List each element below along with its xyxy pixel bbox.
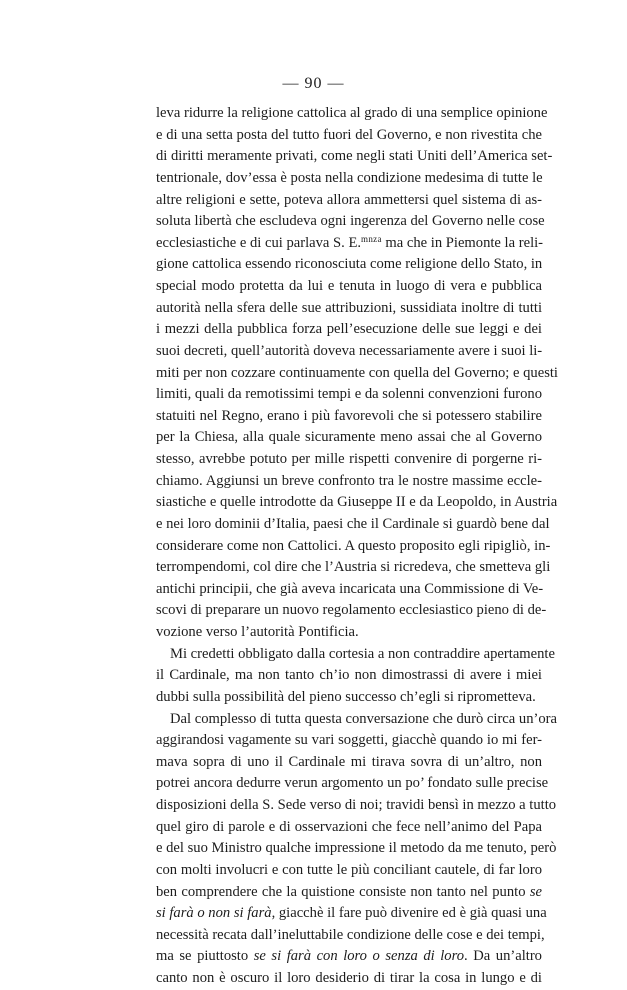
text-line	[156, 406, 542, 428]
text-segment: per la Chiesa, alla quale sicuramente meno assai che al Governo	[156, 429, 542, 446]
text-segment: i mezzi della pubblica forza pell’esecuzione delle sue leggi e dei	[156, 321, 542, 338]
text-segment: e di una setta posta del tutto fuori del Governo, e non rivestita che	[156, 126, 542, 143]
text-segment: chiamo. Aggiunsi un breve confronto tra le nostre massime eccle-	[156, 472, 542, 489]
text-line	[156, 557, 551, 579]
text-line	[156, 536, 551, 558]
italic-text: se si farà con loro o senza di loro	[253, 948, 465, 965]
superscript-abbreviation: mnza	[361, 233, 382, 244]
text-line	[156, 492, 558, 514]
text-segment: necessità recata dall’ineluttabile condizione delle cose e dei tempi,	[156, 926, 545, 943]
text-segment: mava sopra di uno il Cardinale mi tirava sovra di un’altro, non	[156, 753, 542, 770]
italic-text: se	[529, 883, 542, 900]
text-segment: con molti involucri e con tutte le più conciliant cautele, di far loro	[156, 861, 542, 878]
text-line	[156, 276, 542, 298]
text-line	[156, 903, 547, 925]
text-line	[156, 946, 542, 968]
italic-text: si farà o non si farà	[156, 905, 272, 922]
text-segment: considerare come non Cattolici. A questo proposito egli ripigliò, in-	[156, 537, 551, 554]
text-line	[156, 579, 542, 601]
text-segment: aggirandosi vagamente su vari soggetti, giacchè quando io mi fer-	[156, 732, 542, 749]
text-line	[156, 925, 545, 947]
text-line	[156, 730, 542, 752]
text-segment: limiti, quali da remotissimi tempi e da solenni convenzioni furono	[156, 386, 542, 403]
text-line	[156, 341, 542, 363]
text-segment: terrompendomi, col dire che l’Austria si ricredeva, che smetteva gli	[156, 559, 551, 576]
text-segment: ma se piuttosto	[156, 948, 254, 965]
text-segment: potrei ancora dedurre verun argomento un po’ fondato sulle precise	[156, 775, 549, 792]
text-line	[156, 254, 542, 276]
text-line	[156, 752, 542, 774]
text-line	[156, 190, 542, 212]
text-line	[156, 103, 548, 125]
text-segment: leva ridurre la religione cattolica al grado di una semplice opinione	[156, 105, 548, 121]
text-segment: Mi credetti obbligato dalla cortesia a non contraddire apertamente	[170, 645, 555, 662]
text-segment: Dal complesso di tutta questa conversazione che durò circa un’ora	[170, 710, 557, 727]
text-segment: quel giro di parole e di osservazioni che fece nell’animo del Papa	[156, 818, 542, 835]
text-line	[156, 427, 542, 449]
text-segment: , giacchè il fare può divenire ed è già quasi una	[271, 905, 547, 922]
text-line	[156, 319, 542, 341]
text-segment: siastiche e quelle introdotte da Giuseppe II e da Leopoldo, in Austria	[156, 494, 558, 511]
text-segment: vozione verso l’autorità Pontificia.	[156, 624, 359, 640]
text-segment: ecclesiastiche e di cui parlava S. E.	[156, 234, 362, 251]
text-segment: stesso, avrebbe potuto per mille rispetti convenire di porgerne ri-	[156, 451, 542, 467]
text-segment: ma che in Piemonte la reli-	[381, 234, 544, 251]
text-line	[156, 687, 542, 709]
text-line	[156, 773, 549, 795]
text-segment: miti per non cozzare continuamente con quella del Governo; e questi	[156, 364, 558, 381]
text-segment: altre religioni e sette, poteva allora ammettersi quel sistema di as-	[156, 191, 542, 208]
text-line	[156, 298, 542, 320]
text-line	[156, 838, 557, 860]
text-segment: di diritti meramente privati, come negli stati Uniti dell’America set-	[156, 148, 553, 165]
text-line	[156, 449, 542, 471]
text-segment: . Da un’altro	[464, 948, 542, 965]
text-line	[156, 384, 542, 406]
text-line	[156, 622, 542, 644]
text-segment: dubbi sulla possibilità del pieno successo ch’egli si riprometteva.	[156, 688, 536, 705]
text-line	[156, 168, 542, 190]
text-line	[156, 817, 542, 839]
text-line	[156, 968, 542, 990]
text-line	[156, 211, 545, 233]
text-line	[156, 125, 542, 147]
text-line	[156, 600, 547, 622]
text-segment: ben comprendere che la quistione consiste non tanto nel punto	[156, 883, 530, 900]
text-segment: suoi decreti, quell’autorità doveva necessariamente avere i suoi li-	[156, 342, 543, 359]
text-line	[156, 146, 553, 168]
text-line	[156, 514, 550, 536]
text-segment: special modo protetta da lui e tenuta in luogo di vera e pubblica	[156, 278, 542, 294]
text-segment: il Cardinale, ma non tanto ch’io non dimostrassi di avere i miei	[156, 667, 542, 684]
page-number: — 90 —	[282, 75, 345, 92]
text-line	[156, 644, 555, 666]
text-line	[156, 363, 558, 385]
text-line	[156, 665, 542, 687]
text-segment: tentrionale, dov’essa è posta nella condizione medesima di tutte le	[156, 169, 543, 186]
text-segment: statuiti nel Regno, erano i più favorevoli che si potessero stabilire	[156, 407, 542, 424]
text-segment: antichi principii, che già aveva incaricata una Commissione di Ve-	[156, 580, 544, 597]
text-line	[156, 860, 542, 882]
text-line	[156, 471, 542, 493]
text-line	[156, 233, 542, 255]
text-segment: e del suo Ministro qualche impressione il metodo da me tenuto, però	[156, 840, 557, 857]
text-segment: autorità nella sfera delle sue attribuzioni, sussidiata inoltre di tutti	[156, 299, 542, 316]
text-segment: soluta libertà che escludeva ogni ingerenza del Governo nelle cose	[156, 213, 545, 230]
text-line	[156, 795, 557, 817]
text-segment: e nei loro dominii d’Italia, paesi che il Cardinale si guardò bene dal	[156, 515, 550, 532]
text-line	[156, 709, 557, 731]
body-text	[156, 103, 558, 990]
text-segment: gione cattolica essendo riconosciuta come religione dello Stato, in	[156, 256, 543, 273]
text-segment: scovi di preparare un nuovo regolamento ecclesiastico pieno di de-	[156, 602, 547, 619]
text-segment: canto non è oscuro il loro desiderio di tirar la cosa in lungo e di	[156, 970, 542, 986]
text-segment: disposizioni della S. Sede verso di noi; travidi bensì in mezzo a tutto	[156, 797, 557, 813]
